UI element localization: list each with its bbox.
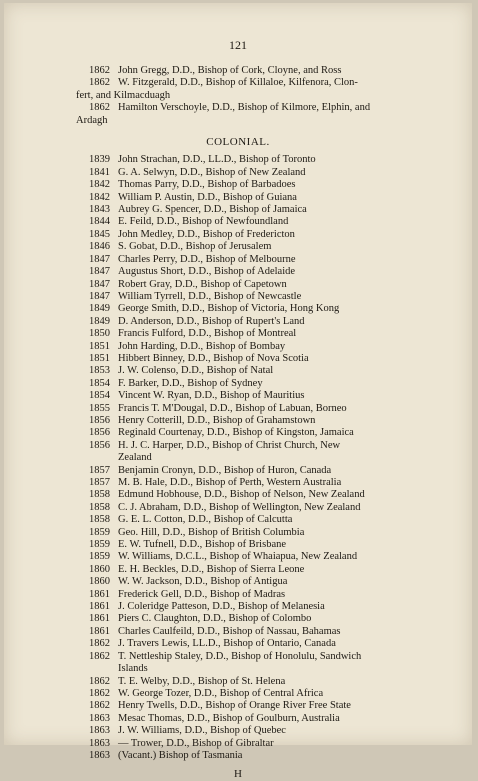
top-entries: [4, 65, 472, 127]
page-number: 121: [229, 38, 247, 52]
entry-text: E. H. Beckles, D.D., Bishop of Sierra Leone: [118, 563, 305, 575]
entry-text: Edmund Hobhouse, D.D., Bishop of Nelson, New Zealand: [118, 489, 365, 501]
entry-year: 1861: [89, 588, 110, 600]
entry-year: 1839: [89, 154, 110, 166]
entry-text: Henry Twells, D.D., Bishop of Orange River Free State: [118, 700, 351, 712]
entry-text: John Medley, D.D., Bishop of Fredericton: [118, 228, 295, 240]
entry-year: 1862: [89, 638, 110, 650]
entry-text: F. Barker, D.D., Bishop of Sydney: [118, 377, 263, 389]
entry-year: 1847: [89, 253, 110, 265]
entry-year: 1849: [89, 315, 110, 327]
entry-year: 1862: [89, 700, 110, 712]
entry-row: [4, 154, 472, 166]
entry-year: 1847: [89, 290, 110, 302]
entry-row: [4, 403, 472, 415]
entry-text: T. E. Welby, D.D., Bishop of St. Helena: [118, 675, 286, 687]
entry-text: J. Coleridge Patteson, D.D., Bishop of Melanesia: [118, 601, 325, 613]
entry-text: Frederick Gell, D.D., Bishop of Madras: [118, 588, 286, 600]
document-page: [4, 3, 472, 781]
entry-year: 1849: [89, 303, 110, 315]
entry-row: [4, 316, 472, 328]
footer-signature: H: [234, 768, 242, 781]
entry-row: [4, 204, 472, 216]
entry-text: W. Williams, D.C.L., Bishop of Whaiapua, New Zealand: [118, 551, 358, 563]
entry-year: 1859: [89, 526, 110, 538]
entry-row: [4, 700, 472, 712]
entry-row: [4, 589, 472, 601]
entry-year: 1857: [89, 477, 110, 488]
entry-row: [4, 216, 472, 228]
entry-text: (Vacant.) Bishop of Tasmania: [118, 749, 243, 761]
entry-text: E. Feild, D.D., Bishop of Newfoundland: [118, 216, 289, 228]
entry-row: [4, 65, 472, 77]
entry-row: [4, 601, 472, 613]
entry-row: [4, 725, 472, 737]
colonial-entries: [4, 154, 472, 762]
entry-text: M. B. Hale, D.D., Bishop of Perth, Western Australia: [118, 477, 342, 488]
entry-row: [4, 77, 472, 89]
entry-row: [4, 638, 472, 650]
entry-year: 1862: [89, 77, 110, 89]
entry-text: H. J. C. Harper, D.D., Bishop of Christ Church, New: [118, 439, 341, 451]
entry-text: Hibbert Binney, D.D., Bishop of Nova Scotia: [118, 352, 309, 364]
entry-row: [4, 378, 472, 390]
entry-row: [4, 713, 472, 725]
entry-row: [4, 192, 472, 204]
entry-text: Benjamin Cronyn, D.D., Bishop of Huron, Canada: [118, 464, 332, 476]
entry-text: Geo. Hill, D.D., Bishop of British Columbia: [118, 526, 305, 538]
entry-row: [4, 750, 472, 762]
entries: [4, 65, 472, 781]
entry-text: Francis T. M'Dougal, D.D., Bishop of Labuan, Borneo: [118, 402, 347, 414]
entry-text: Henry Cotterill, D.D., Bishop of Grahamstown: [118, 414, 316, 426]
entry-row: [4, 303, 472, 315]
entry-text: William P. Austin, D.D., Bishop of Guiana: [118, 191, 297, 203]
entry-text: W. W. Jackson, D.D., Bishop of Antigua: [118, 576, 288, 588]
entry-year: 1853: [89, 365, 110, 377]
entry-year: 1847: [89, 278, 110, 290]
entry-year: 1855: [89, 402, 110, 414]
entry-year: 1860: [89, 563, 110, 575]
entry-text: J. Travers Lewis, LL.D., Bishop of Ontario, Canada: [118, 638, 336, 650]
entry-text: Robert Gray, D.D., Bishop of Capetown: [118, 278, 287, 290]
entry-text: E. W. Tufnell, D.D., Bishop of Brisbane: [118, 539, 287, 551]
entry-year: 1862: [89, 102, 110, 114]
entry-text: Thomas Parry, D.D., Bishop of Barbadoes: [118, 179, 296, 191]
entry-year: 1863: [89, 737, 110, 749]
entry-row: [4, 440, 472, 452]
entry-row: [4, 365, 472, 377]
entry-year: 1863: [89, 749, 110, 761]
entry-row: [4, 167, 472, 179]
entry-year: 1857: [89, 464, 110, 476]
entry-continuation: Islands: [118, 663, 148, 675]
entry-row: [4, 465, 472, 477]
entry-row: [4, 477, 472, 489]
entry-year: 1856: [89, 439, 110, 451]
entry-year: 1843: [89, 204, 110, 216]
entry-text: George Smith, D.D., Bishop of Victoria, Hong Kong: [118, 303, 340, 315]
entry-text: John Gregg, D.D., Bishop of Cork, Cloyne, and Ross: [118, 65, 342, 76]
entry-year: 1845: [89, 228, 110, 240]
entry-row: [4, 738, 472, 750]
entry-row: [4, 241, 472, 253]
entry-year: 1841: [89, 166, 110, 178]
entry-text: J. W. Colenso, D.D., Bishop of Natal: [118, 365, 274, 377]
entry-year: 1846: [89, 241, 110, 253]
entry-row: [4, 266, 472, 278]
entry-row: [4, 514, 472, 526]
entry-year: 1847: [89, 266, 110, 278]
entry-text: S. Gobat, D.D., Bishop of Jerusalem: [118, 241, 272, 253]
entry-year: 1858: [89, 514, 110, 526]
entry-text: G. A. Selwyn, D.D., Bishop of New Zealand: [118, 166, 306, 178]
entry-row: [4, 576, 472, 588]
entry-text: Charles Caulfeild, D.D., Bishop of Nassau, Bahamas: [118, 625, 341, 637]
entry-text: Vincent W. Ryan, D.D., Bishop of Mauritius: [118, 390, 305, 402]
entry-year: 1860: [89, 576, 110, 588]
entry-row: [4, 489, 472, 501]
entry-row: [4, 539, 472, 551]
entry-year: 1854: [89, 390, 110, 402]
entry-year: 1859: [89, 539, 110, 551]
entry-year: 1842: [89, 179, 110, 191]
entry-text: John Strachan, D.D., LL.D., Bishop of Toronto: [118, 154, 316, 166]
entry-text: Reginald Courtenay, D.D., Bishop of Kingston, Jamaica: [118, 427, 354, 439]
entry-year: 1851: [89, 352, 110, 364]
entry-row: [4, 626, 472, 638]
entry-year: 1844: [89, 216, 110, 228]
entry-text: Aubrey G. Spencer, D.D., Bishop of Jamaica: [118, 204, 307, 216]
entry-year: 1863: [89, 725, 110, 737]
entry-year: 1862: [89, 687, 110, 699]
entry-row: [4, 613, 472, 625]
entry-row: [4, 390, 472, 402]
entry-row: [4, 527, 472, 539]
entry-year: 1851: [89, 340, 110, 352]
entry-row: [4, 427, 472, 439]
entry-text: W. George Tozer, D.D., Bishop of Central Africa: [118, 687, 324, 699]
entry-row: [4, 291, 472, 303]
entry-text: Mesac Thomas, D.D., Bishop of Goulburn, Australia: [118, 712, 340, 724]
entry-year: 1862: [89, 675, 110, 687]
entry-year: 1861: [89, 613, 110, 625]
entry-text: — Trower, D.D., Bishop of Gibraltar: [118, 737, 274, 749]
entry-year: 1856: [89, 427, 110, 439]
entry-text: Augustus Short, D.D., Bishop of Adelaide: [118, 266, 296, 278]
entry-year: 1861: [89, 625, 110, 637]
entry-row: [4, 353, 472, 365]
entry-row: [4, 179, 472, 191]
entry-text: Hamilton Verschoyle, D.D., Bishop of Kilmore, Elphin, and: [118, 102, 371, 114]
entry-row: [4, 688, 472, 700]
entry-text: Piers C. Claughton, D.D., Bishop of Colombo: [118, 613, 312, 625]
entry-continuation: fert, and Kilmacduagh: [76, 89, 171, 101]
entry-text: T. Nettleship Staley, D.D., Bishop of Honolulu, Sandwich: [118, 650, 362, 662]
entry-row: [4, 102, 472, 114]
entry-year: 1856: [89, 414, 110, 426]
entry-year: 1850: [89, 328, 110, 340]
entry-row: [4, 551, 472, 563]
entry-row: [4, 254, 472, 266]
entry-row: [4, 502, 472, 514]
entry-text: D. Anderson, D.D., Bishop of Rupert's Land: [118, 315, 305, 327]
entry-year: 1862: [89, 65, 110, 76]
entry-row: [4, 229, 472, 241]
entry-text: C. J. Abraham, D.D., Bishop of Wellington, New Zealand: [118, 501, 361, 513]
entry-year: 1858: [89, 489, 110, 501]
section-title: COLONIAL.: [206, 136, 270, 149]
entry-row: [4, 328, 472, 340]
entry-year: 1858: [89, 501, 110, 513]
entry-text: Francis Fulford, D.D., Bishop of Montreal: [118, 328, 297, 340]
entry-row: [4, 564, 472, 576]
entry-text: Charles Perry, D.D., Bishop of Melbourne: [118, 253, 296, 265]
entry-year: 1842: [89, 191, 110, 203]
entry-year: 1859: [89, 551, 110, 563]
entry-row: [4, 415, 472, 427]
entry-row: [4, 651, 472, 663]
entry-text: John Harding, D.D., Bishop of Bombay: [118, 340, 286, 352]
entry-text: W. Fitzgerald, D.D., Bishop of Killaloe, Kilfenora, Clon-: [118, 77, 358, 89]
entry-year: 1861: [89, 601, 110, 613]
entry-text: G. E. L. Cotton, D.D., Bishop of Calcutta: [118, 514, 293, 526]
entry-text: William Tyrrell, D.D., Bishop of Newcastle: [118, 290, 302, 302]
entry-continuation: Zealand: [118, 452, 152, 464]
entry-row: [4, 341, 472, 353]
entry-year: 1854: [89, 377, 110, 389]
entry-continuation: Ardagh: [76, 114, 108, 126]
entry-row: [4, 279, 472, 291]
entry-row: [4, 676, 472, 688]
entry-text: J. W. Williams, D.D., Bishop of Quebec: [118, 725, 286, 737]
entry-year: 1863: [89, 712, 110, 724]
entry-year: 1862: [89, 650, 110, 662]
